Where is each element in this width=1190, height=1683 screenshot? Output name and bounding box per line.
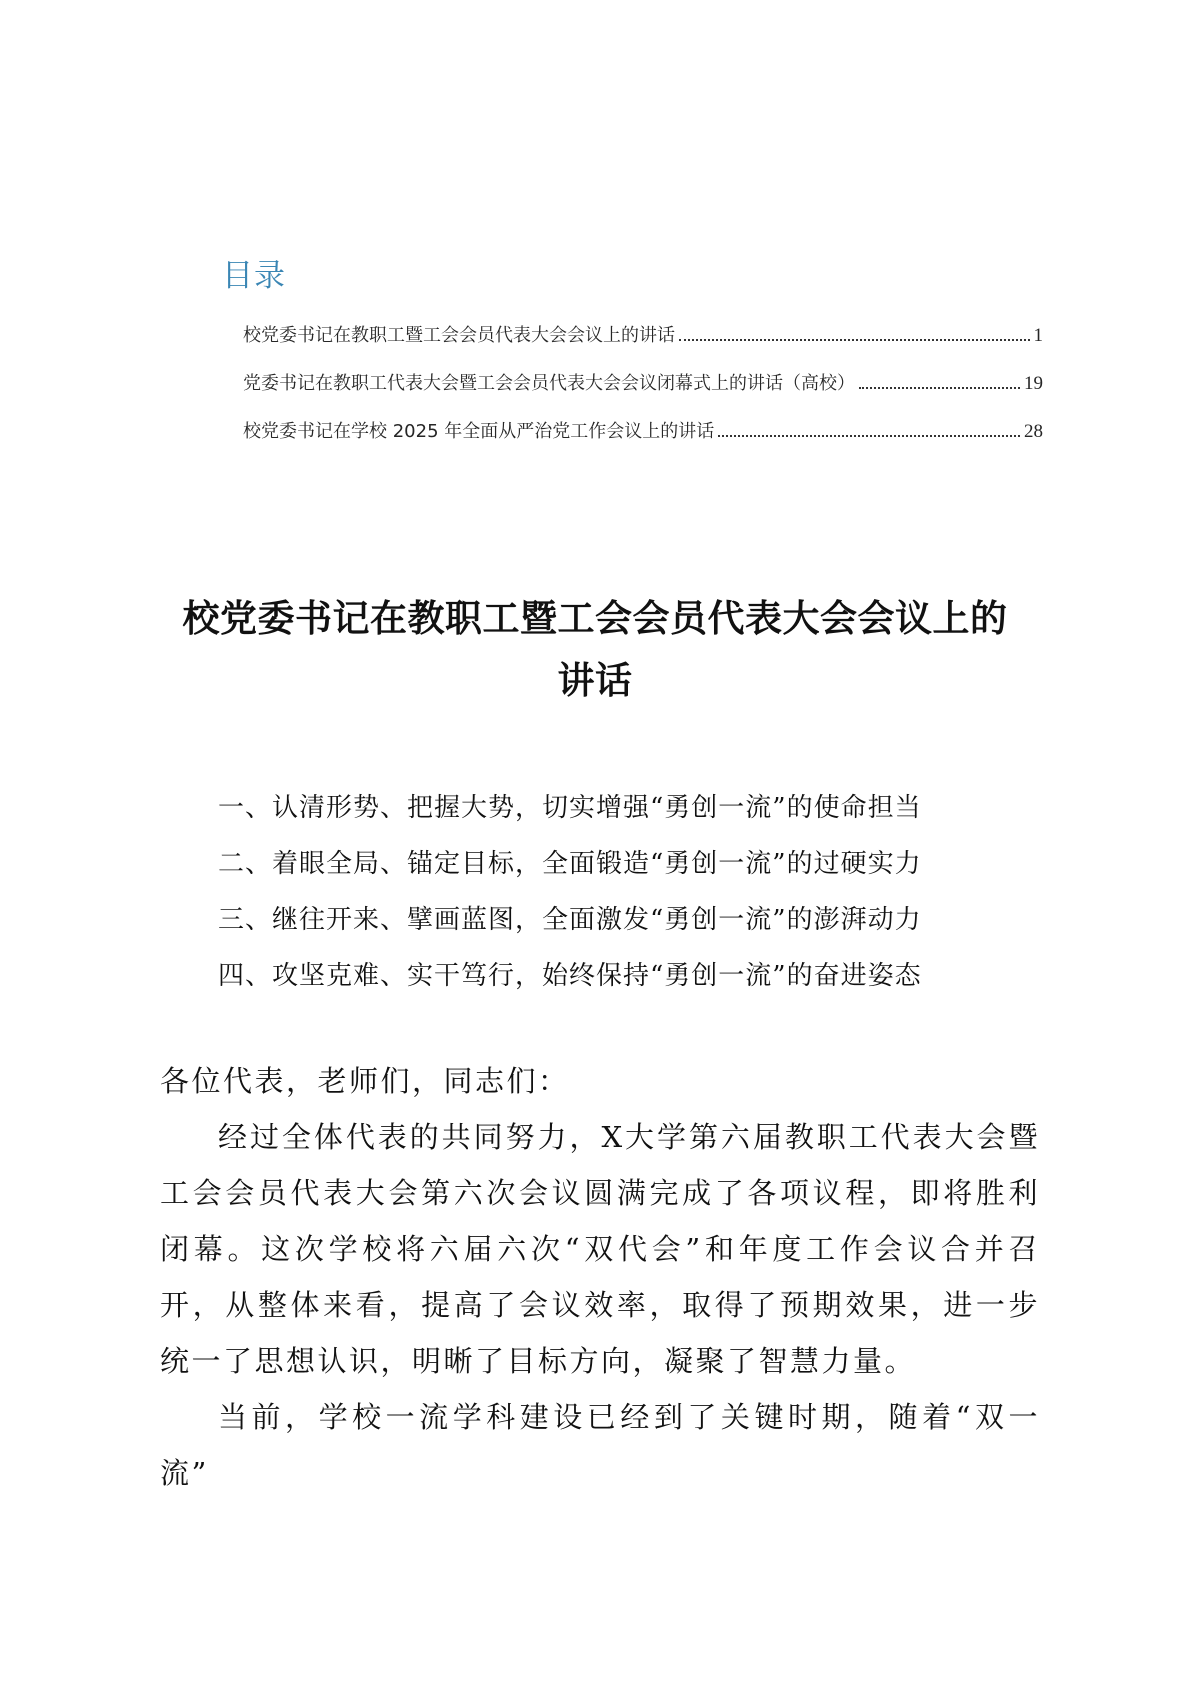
body-paragraph: 当前，学校一流学科建设已经到了关键时期，随着“双一流” — [160, 1400, 1040, 1490]
toc-dot-leader — [859, 387, 1020, 389]
body-paragraph: 经过全体代表的共同努力，X大学第六届教职工代表大会暨工会会员代表大会第六次会议圆满完成了各项议程，即将胜利闭幕。这次学校将六届六次“双代会”和年度工作会议合并召开，从整体来看，提高了会议效率，取得了预期效果，进一步统一了思想认识，明晰了目标方向，凝聚了智慧力量。 — [160, 1120, 1040, 1378]
outline-item: 一、认清形势、把握大势，切实增强“勇创一流”的使命担当 — [218, 793, 922, 823]
toc-entry-title: 校党委书记在教职工暨工会会员代表大会会议上的讲话 — [243, 325, 675, 346]
outline-item: 二、着眼全局、锚定目标，全面锻造“勇创一流”的过硬实力 — [218, 849, 922, 879]
toc-entry[interactable] — [243, 417, 1043, 465]
document-title-line: 校党委书记在教职工暨工会会员代表大会会议上的 — [182, 597, 1008, 640]
speech-body — [160, 1053, 1040, 1501]
outline-item: 四、攻坚克难、实干笃行，始终保持“勇创一流”的奋进姿态 — [218, 961, 922, 991]
toc-entry-title: 校党委书记在学校 2025 年全面从严治党工作会议上的讲话 — [243, 421, 715, 442]
toc-entry[interactable] — [243, 369, 1043, 417]
toc-entry-page: 19 — [1024, 373, 1043, 394]
toc-entry-page: 1 — [1033, 325, 1043, 346]
section-outline — [218, 780, 1018, 1004]
toc-entry-page: 28 — [1024, 421, 1043, 442]
toc-dot-leader — [718, 435, 1020, 437]
toc-entry-title: 党委书记在教职工代表大会暨工会会员代表大会会议闭幕式上的讲话（高校） — [243, 373, 855, 394]
document-title — [150, 588, 1040, 712]
document-title-line: 讲话 — [557, 659, 633, 702]
salutation: 各位代表，老师们，同志们： — [160, 1064, 570, 1098]
toc-heading: 目录 — [222, 258, 286, 294]
toc-entry[interactable] — [243, 321, 1043, 369]
table-of-contents — [243, 321, 1043, 465]
outline-item: 三、继往开来、擘画蓝图，全面激发“勇创一流”的澎湃动力 — [218, 905, 922, 935]
toc-dot-leader — [679, 339, 1030, 341]
